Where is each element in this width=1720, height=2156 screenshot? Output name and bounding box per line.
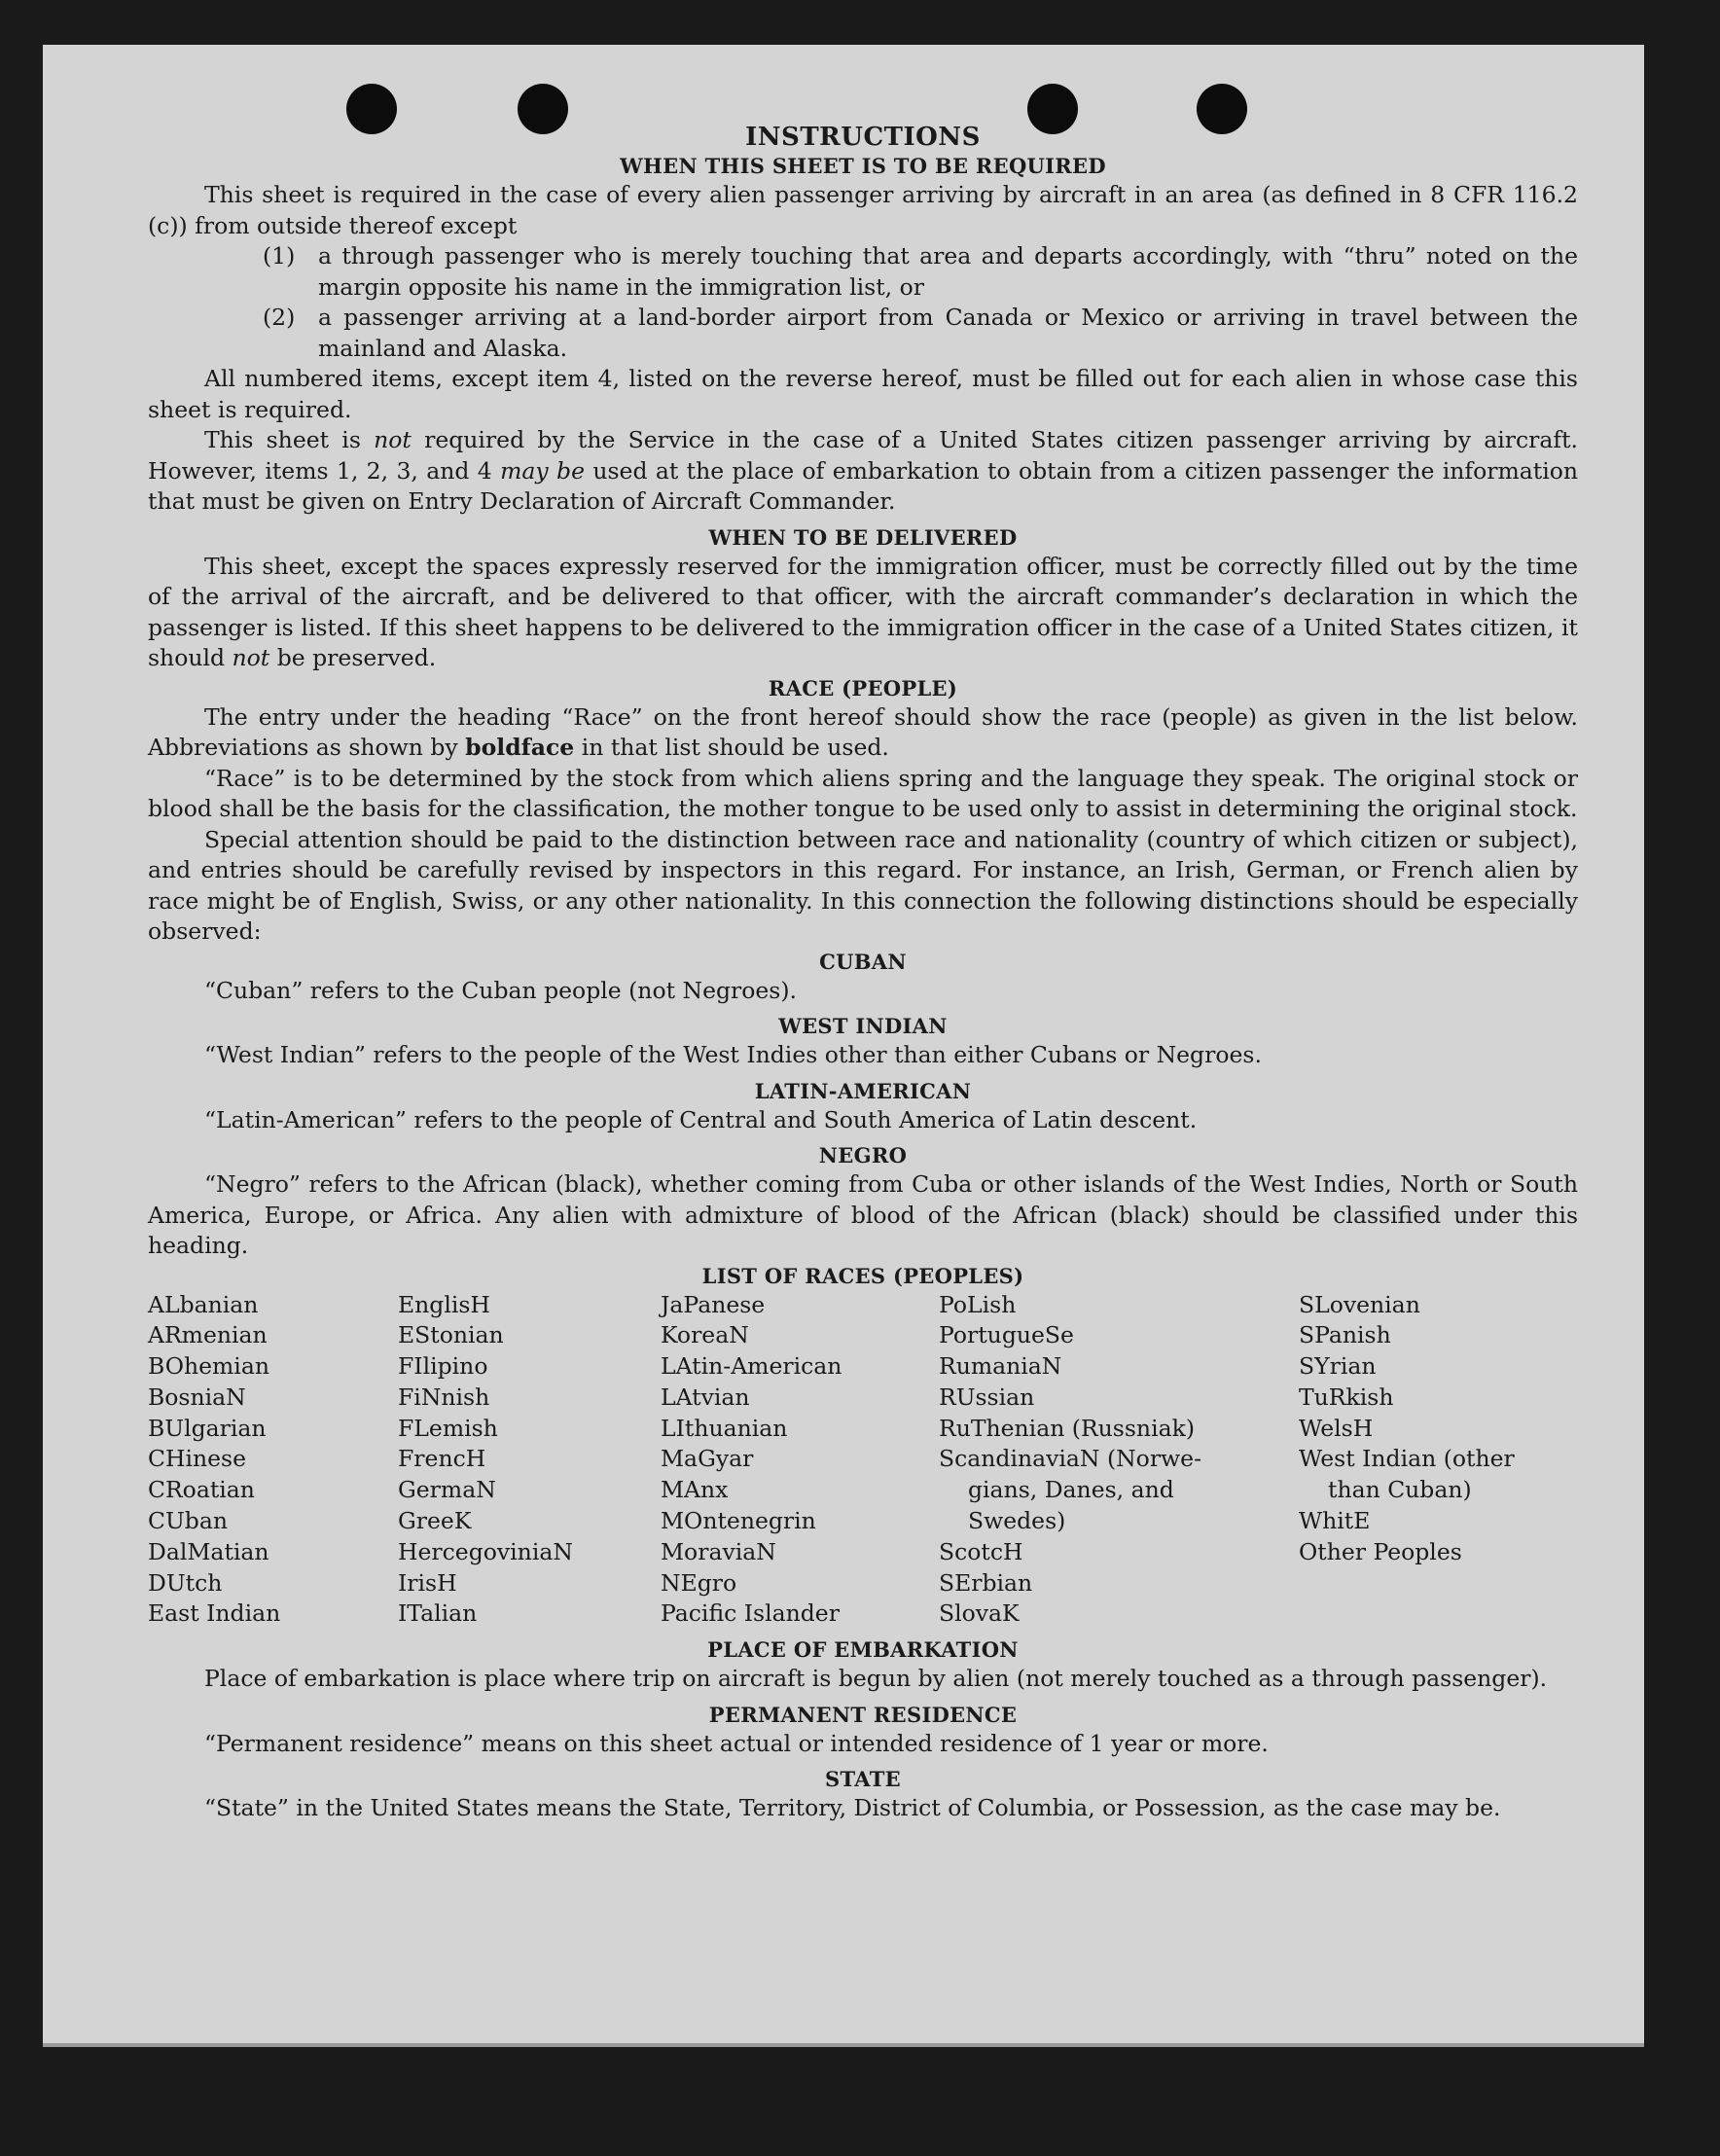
race-entry: EStonian <box>398 1321 504 1349</box>
race-entry: RUssian <box>939 1383 1035 1411</box>
paragraph: All numbered items, except item 4, listed on the reverse hereof, must be filled out for each alien in whose case this sheet is required. <box>148 365 1578 423</box>
race-entry: SLovenian <box>1299 1290 1420 1318</box>
section-west-indian <box>148 1014 1578 1071</box>
section-heading: WHEN THIS SHEET IS TO BE REQUIRED <box>620 154 1106 178</box>
race-entry: SErbian <box>939 1568 1033 1597</box>
paragraph: “Cuban” refers to the Cuban people (not Negroes). <box>204 976 798 1004</box>
race-entry: RuThenian (Russniak) <box>939 1414 1195 1442</box>
paragraph: “State” in the United States means the State, Territory, District of Columbia, or Possession, as the case may be. <box>204 1794 1501 1822</box>
item-number: (2) <box>263 304 296 331</box>
paragraph: “Latin-American” refers to the people of Central and South America of Latin descent. <box>204 1105 1198 1133</box>
races-column <box>1299 1290 1581 1631</box>
race-entry: FrencH <box>398 1445 486 1473</box>
race-entry: WhitE <box>1299 1507 1371 1535</box>
race-entry: HercegoviniaN <box>398 1537 573 1565</box>
punch-hole <box>346 84 397 134</box>
document-title: INSTRUCTIONS <box>745 123 981 152</box>
race-entry: ALbanian <box>148 1290 259 1318</box>
race-entry: TuRkish <box>1299 1383 1394 1411</box>
section-state <box>148 1767 1578 1824</box>
text-run: required by the Service in the case of a United States citizen passenger arriving by aircraft. However, items 1, 2, 3, and 4 <box>148 426 1578 485</box>
paragraph <box>148 552 1578 674</box>
text-run: This sheet, except the spaces expressly reserved for the immigration officer, must be correctly filled out by the time of the arrival of the aircraft, and be delivered to that officer, with the aircraft commander’s declaration in which the passenger is listed. If this sheet happens to be delivered to the immigration officer in the case of a United States citizen, it should <box>148 552 1578 671</box>
section-heading: STATE <box>825 1767 901 1792</box>
race-entry: RumaniaN <box>939 1352 1062 1381</box>
section-heading: CUBAN <box>819 949 907 974</box>
race-entry: JaPanese <box>661 1290 766 1318</box>
text-run: This sheet is <box>204 426 375 453</box>
bold-text: boldface <box>465 734 575 761</box>
section-residence <box>148 1703 1578 1760</box>
race-entry: MAnx <box>661 1476 729 1504</box>
race-entry: ITalian <box>398 1599 478 1628</box>
race-entry: FiNnish <box>398 1383 490 1411</box>
section-heading: WEST INDIAN <box>778 1014 948 1038</box>
race-entry: Pacific Islander <box>661 1599 840 1628</box>
italic-text: may be <box>500 456 585 485</box>
race-entry-continued: gians, Danes, and <box>968 1476 1174 1504</box>
race-entry: WelsH <box>1299 1414 1374 1442</box>
race-entry: GreeK <box>398 1507 472 1535</box>
paragraph: This sheet is required in the case of every alien passenger arriving by aircraft in an area (as defined in 8 CFR 116.2 (c)) from outside thereof except <box>148 181 1578 239</box>
race-entry-continued: than Cuban) <box>1328 1476 1472 1504</box>
race-entry: SPanish <box>1299 1321 1391 1349</box>
section-required <box>148 154 1578 518</box>
section-heading: WHEN TO BE DELIVERED <box>708 524 1018 550</box>
section-race <box>148 676 1578 948</box>
list-item <box>148 241 1578 303</box>
race-entry: MoraviaN <box>661 1537 776 1565</box>
section-races-list <box>148 1264 1578 1631</box>
race-entry: MOntenegrin <box>661 1507 816 1535</box>
paragraph: Place of embarkation is place where trip on aircraft is begun by alien (not merely touched as a through passenger). <box>204 1665 1548 1693</box>
race-entry: ScandinaviaN (Norwe- <box>939 1445 1202 1473</box>
section-delivered <box>148 525 1578 674</box>
section-negro <box>148 1143 1578 1262</box>
race-entry-continued: Swedes) <box>968 1507 1066 1535</box>
race-entry: SYrian <box>1299 1352 1377 1381</box>
race-entry: BOhemian <box>148 1352 269 1381</box>
races-column <box>939 1290 1299 1631</box>
section-heading: LIST OF RACES (PEOPLES) <box>701 1263 1024 1288</box>
section-cuban <box>148 950 1578 1007</box>
section-latin-american <box>148 1079 1578 1136</box>
race-entry: LAtin-American <box>661 1352 842 1381</box>
races-column <box>398 1290 661 1631</box>
item-number: (1) <box>263 242 296 270</box>
race-entry: NEgro <box>661 1568 737 1597</box>
text-run: used at the place of embarkation to obtain from a citizen passenger the information that must be given on Entry Declaration of Aircraft Commander. <box>148 456 1578 515</box>
punch-hole <box>1027 84 1078 134</box>
paragraph: “West Indian” refers to the people of the West Indies other than either Cubans or Negroes. <box>204 1041 1262 1068</box>
item-text: a through passenger who is merely touching that area and departs accordingly, with “thru” noted on the margin opposite his name in the immigration list, or <box>318 242 1578 301</box>
paragraph: “Permanent residence” means on this sheet actual or intended residence of 1 year or more. <box>204 1729 1269 1757</box>
race-entry: BUlgarian <box>148 1414 267 1442</box>
race-entry: LIthuanian <box>661 1414 788 1442</box>
race-entry: BosniaN <box>148 1383 246 1411</box>
race-entry: CHinese <box>148 1445 246 1473</box>
race-entry: East Indian <box>148 1599 281 1628</box>
race-entry: MaGyar <box>661 1445 754 1473</box>
paragraph <box>148 702 1578 764</box>
race-entry: CRoatian <box>148 1476 255 1504</box>
race-entry: CUban <box>148 1507 228 1535</box>
race-entry: LAtvian <box>661 1383 750 1411</box>
text-run: in that list should be used. <box>574 734 889 761</box>
section-heading: PLACE OF EMBARKATION <box>707 1637 1019 1663</box>
italic-text: not <box>232 644 270 671</box>
list-item <box>148 303 1578 364</box>
race-entry: Other Peoples <box>1299 1537 1462 1565</box>
race-entry: PoLish <box>939 1290 1017 1318</box>
race-entry: GermaN <box>398 1476 496 1504</box>
section-heading: PERMANENT RESIDENCE <box>708 1702 1018 1727</box>
document-sheet <box>43 45 1644 2047</box>
punch-hole <box>1197 84 1247 134</box>
races-column <box>148 1290 398 1631</box>
races-table <box>148 1290 1578 1631</box>
race-entry: PortugueSe <box>939 1321 1074 1349</box>
section-embarkation <box>148 1637 1578 1695</box>
section-heading: LATIN-AMERICAN <box>754 1078 972 1103</box>
section-heading: NEGRO <box>818 1143 908 1168</box>
paragraph: “Race” is to be determined by the stock from which aliens spring and the language they speak. The original stock or blood shall be the basis for the classification, the mother tongue to be used only to assist in determining the original stock. <box>148 764 1578 822</box>
italic-text: not <box>374 426 412 453</box>
page-edge <box>43 2043 1644 2047</box>
paragraph <box>148 425 1578 518</box>
race-entry: FIlipino <box>398 1352 488 1381</box>
race-entry: ARmenian <box>148 1321 268 1349</box>
item-text: a passenger arriving at a land-border airport from Canada or Mexico or arriving in travel between the mainland and Alaska. <box>318 304 1578 362</box>
race-entry: FLemish <box>398 1414 498 1442</box>
race-entry: KoreaN <box>661 1321 749 1349</box>
race-entry: EnglisH <box>398 1290 490 1318</box>
race-entry: West Indian (other <box>1299 1445 1515 1473</box>
paragraph: “Negro” refers to the African (black), whether coming from Cuba or other islands of the West Indies, North or South America, Europe, or Africa. Any alien with admixture of blood of the African (black) should be classified under this heading. <box>148 1170 1578 1259</box>
punch-hole <box>518 84 568 134</box>
race-entry: IrisH <box>398 1568 457 1597</box>
text-run: be preserved. <box>269 644 437 671</box>
text-run: The entry under the heading “Race” on the front hereof should show the race (people) as given in the list below. Abbreviations as shown by <box>148 702 1578 761</box>
paragraph: Special attention should be paid to the distinction between race and nationality (country of which citizen or subject), and entries should be carefully revised by inspectors in this regard. For instance, an Irish, German, or French alien by race might be of English, Swiss, or any other nationality. In this connection the following distinctions should be especially observed: <box>148 825 1578 945</box>
race-entry: SlovaK <box>939 1599 1020 1628</box>
races-column <box>661 1290 939 1631</box>
race-entry: ScotcH <box>939 1537 1023 1565</box>
race-entry: DalMatian <box>148 1537 269 1565</box>
race-entry: DUtch <box>148 1568 223 1597</box>
section-heading: RACE (PEOPLE) <box>768 675 958 701</box>
